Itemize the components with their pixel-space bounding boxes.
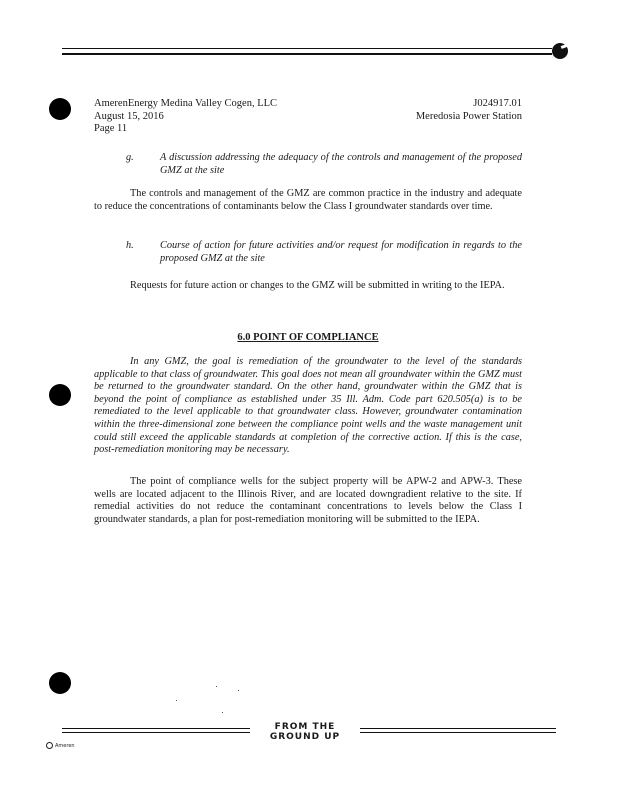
footer-rule: [62, 728, 250, 733]
punch-hole-icon: [49, 98, 71, 120]
footer-logo-text: Ameren: [55, 742, 75, 749]
page-number: Page 11: [94, 123, 128, 134]
paragraph-requests: Requests for future action or changes to the GMZ will be submitted in writing to the IEPA.: [130, 280, 505, 291]
quoted-regulation: In any GMZ, the goal is remediation of the groundwater to the level of the standards applicable to that class of groundwater. This goal does not mean all groundwater within the GMZ must be returned to the groundwater standard. On the other hand, groundwater within the GMZ that is beyond the point of compliance as established under 35 Ill. Adm. Code part 620.505(a) is to be remediated to the level applicable to that groundwater class. However, groundwater contamination within the three-dimensional zone between the compliance point wells and the waste management unit could still exceed the applicable standards at completion of the corrective action. If this is the case, post-remediation monitoring may be necessary.: [94, 356, 522, 456]
footer-rule: [360, 728, 556, 733]
paragraph-controls: The controls and management of the GMZ are common practice in the industry and adequate to reduce the concentrations of contaminants below the Class I groundwater standards over time.: [94, 188, 522, 212]
project-number: J024917.01: [473, 98, 522, 109]
report-date: August 15, 2016: [94, 110, 164, 122]
top-rule: [62, 48, 552, 55]
list-item-text: Course of action for future activities and/or request for modification in regards to the proposed GMZ at the site: [160, 240, 522, 264]
station-name: Meredosia Power Station: [415, 110, 522, 122]
company-logo-icon: [552, 43, 568, 59]
punch-hole-icon: [49, 384, 71, 406]
footer-logo: [46, 742, 75, 749]
paragraph-compliance: The point of compliance wells for the subject property will be APW-2 and APW-3. These wells are located adjacent to the Illinois River, and are located downgradient relative to the site. If remedial activities do not reduce the contaminant concentrations to levels below the Class I groundwater standards, a plan for post-remediation monitoring will be submitted to the IEPA.: [94, 476, 522, 525]
scan-speck: [216, 686, 217, 687]
scan-speck: [176, 700, 177, 701]
section-heading: 6.0 POINT OF COMPLIANCE: [237, 332, 379, 343]
ameren-logo-icon: [46, 742, 53, 749]
list-item-text: A discussion addressing the adequacy of the controls and management of the proposed GMZ at the site: [160, 152, 522, 176]
page-header: [94, 98, 522, 136]
list-item-letter: g.: [126, 152, 134, 163]
footer-tagline: FROM THE GROUND UP: [269, 722, 341, 742]
list-item: [126, 240, 522, 266]
scan-speck: [238, 690, 239, 691]
scan-speck: [222, 712, 223, 713]
list-item: [126, 152, 522, 178]
company-name: AmerenEnergy Medina Valley Cogen, LLC: [94, 98, 278, 109]
punch-hole-icon: [49, 672, 71, 694]
list-item-letter: h.: [126, 240, 134, 251]
